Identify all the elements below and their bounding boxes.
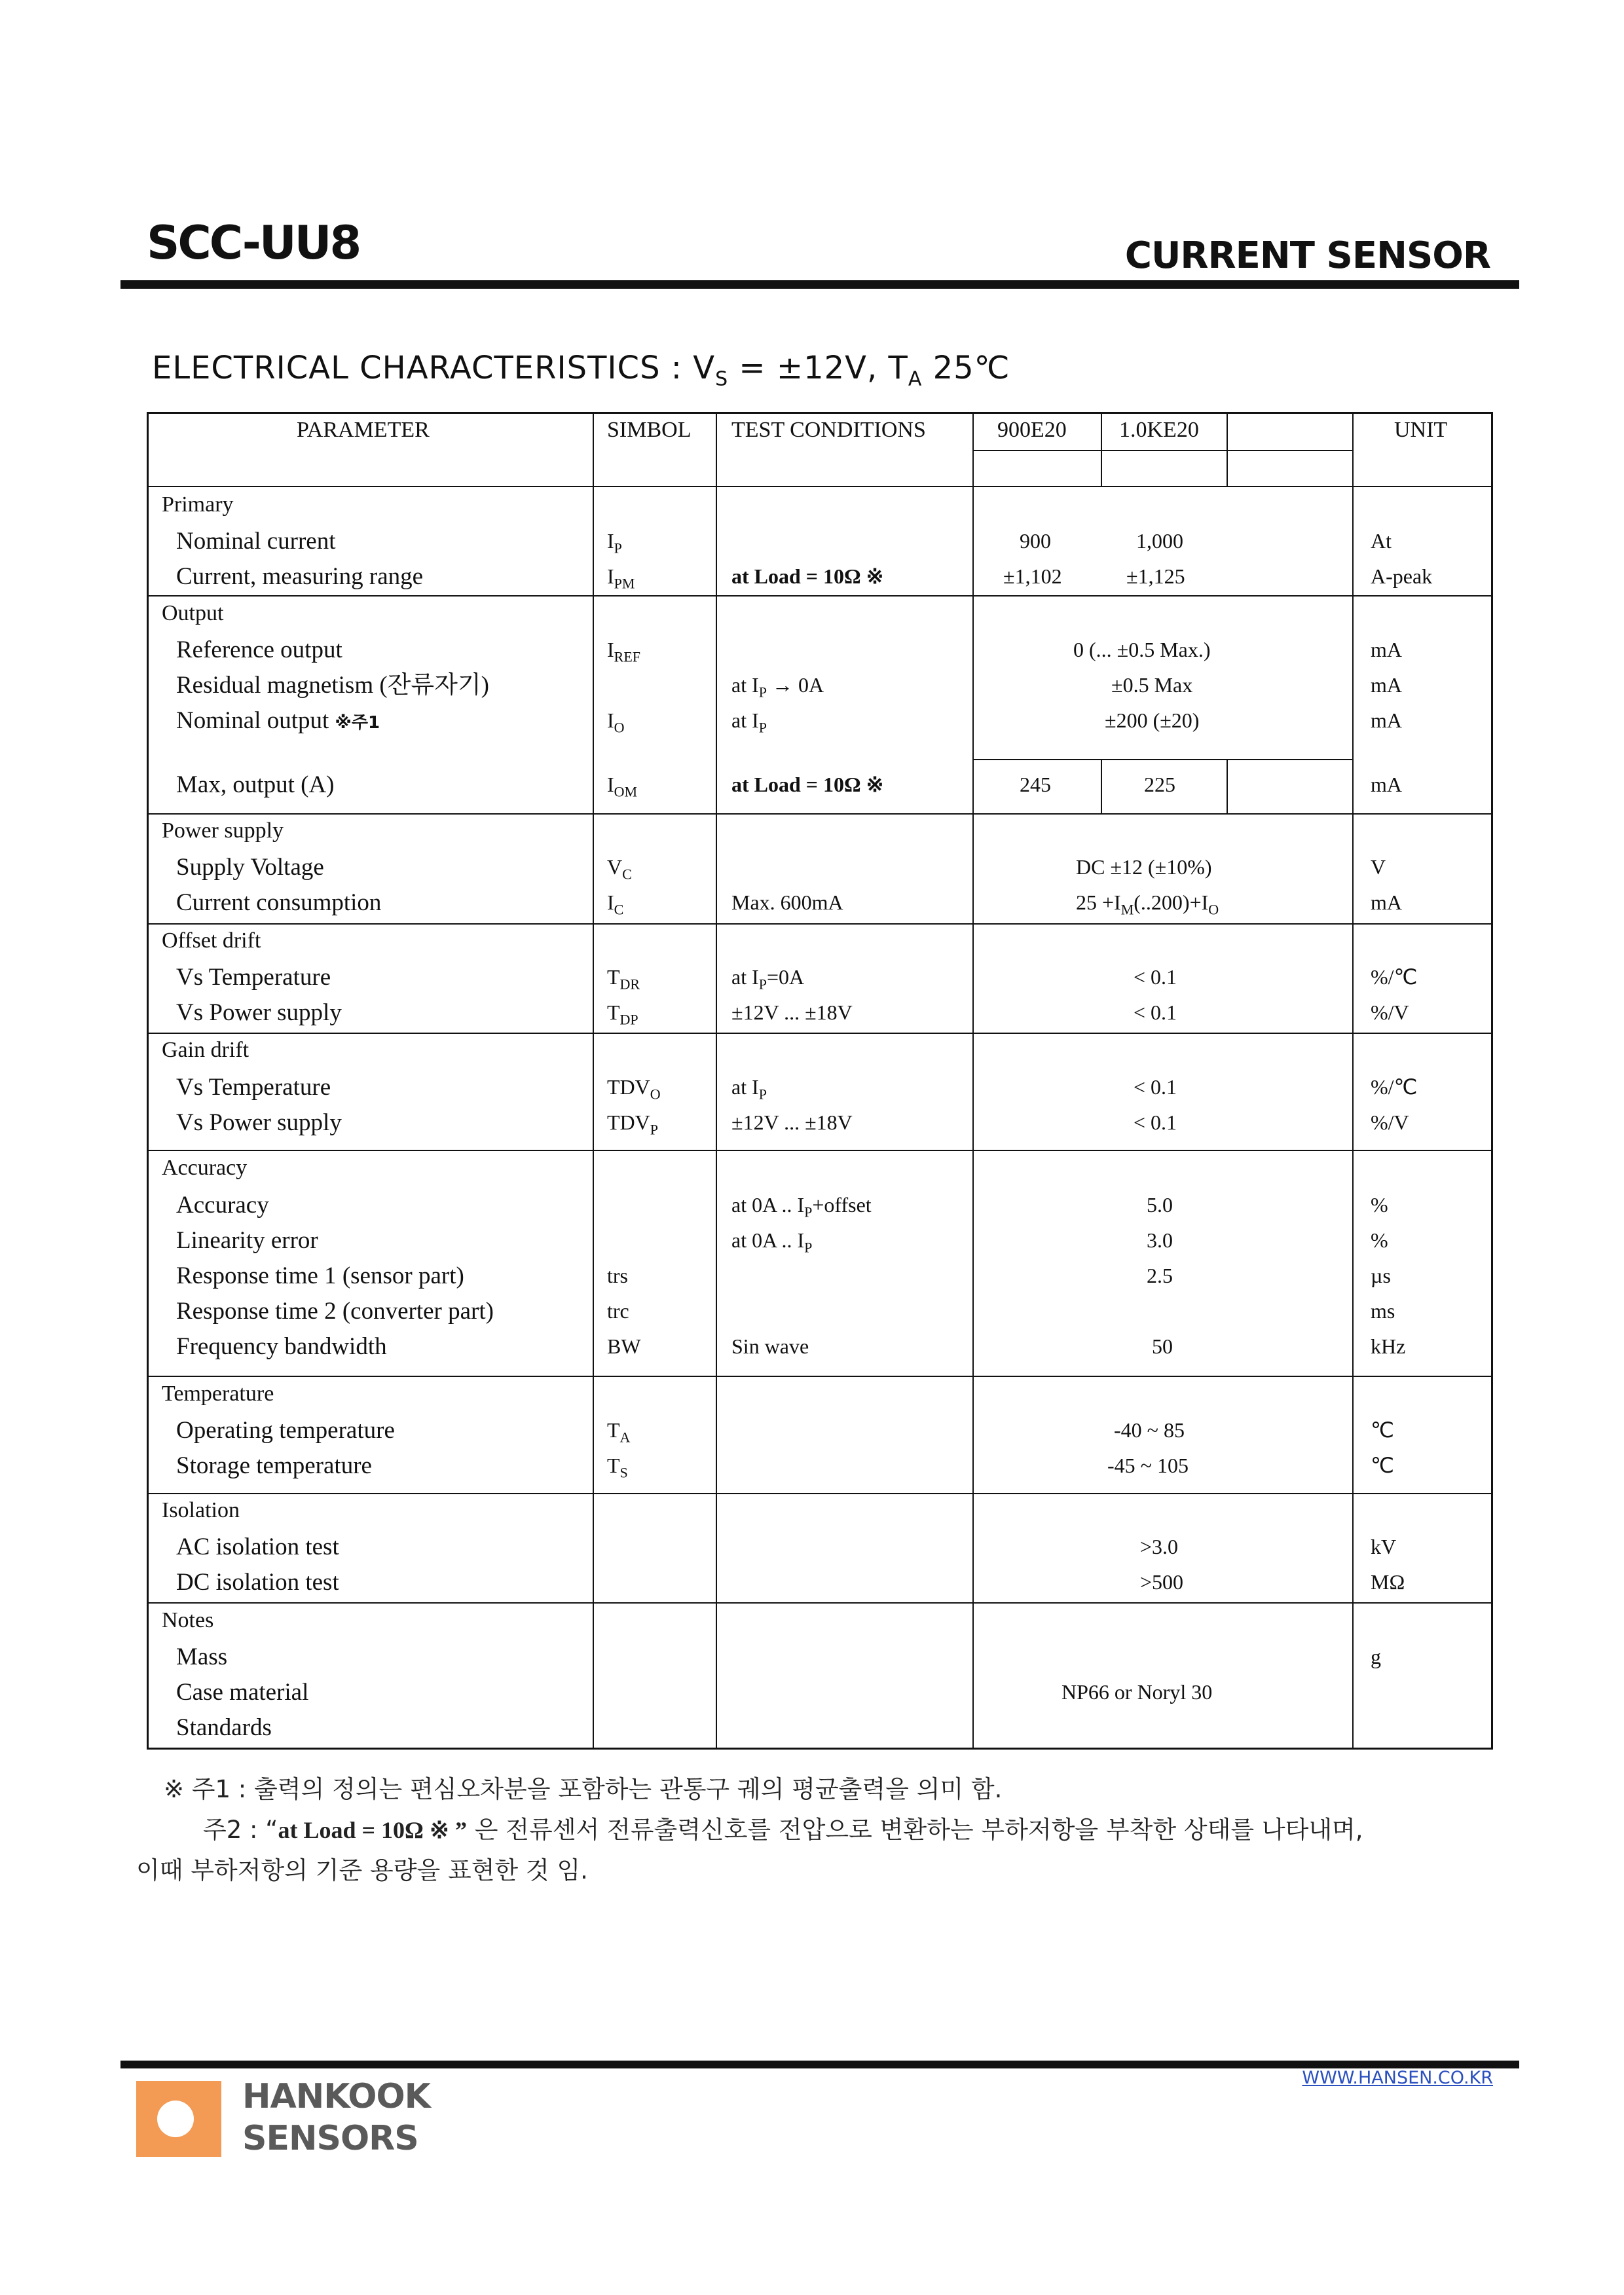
symbol-ts: $T_S$	[607, 1454, 628, 1481]
unit-dc-isolation: MΩ	[1371, 1570, 1405, 1594]
param-current-consumption: Current consumption	[176, 889, 382, 916]
symbol-ip: $I_P$	[607, 529, 622, 557]
value-storage-temperature: -45 ~ 105	[1107, 1454, 1189, 1477]
value-900e20-range: ±1,102	[1003, 564, 1062, 588]
footnote-2-continued: 이때 부하저항의 기준 용량을 표현한 것 임.	[136, 1856, 588, 1884]
param-response-time-1: Response time 1 (sensor part)	[176, 1262, 464, 1289]
electrical-characteristics-table	[147, 412, 1493, 1750]
unit-residual-magnetism: mA	[1371, 673, 1402, 697]
value-1-0ke20-nominal: 1,000	[1136, 529, 1183, 553]
unit-supply-voltage: V	[1371, 855, 1386, 879]
symbol-iom: $I_{OM}$	[607, 773, 638, 800]
website-link[interactable]: WWW.HANSEN.CO.KR	[1302, 2068, 1493, 2088]
value-response-time-1: 2.5	[1147, 1264, 1173, 1287]
value-900e20-nominal: 900	[1020, 529, 1051, 553]
symbol-bw: BW	[607, 1334, 641, 1358]
param-gain-vs-power-supply: Vs Power supply	[176, 1109, 342, 1136]
param-offset-vs-temperature: Vs Temperature	[176, 964, 331, 991]
unit-reference-output: mA	[1371, 638, 1402, 661]
unit-measuring-range: A-peak	[1371, 564, 1433, 588]
test-offset-power-supply: ±12V ... ±18V	[731, 1001, 853, 1024]
value-current-consumption: $25 +I_M(..200)+I_O$	[1076, 890, 1219, 918]
test-offset-temperature: at $I_P=0A$	[731, 965, 805, 993]
group-offset-drift: Offset drift	[162, 928, 261, 953]
unit-linearity-error: %	[1371, 1228, 1388, 1252]
unit-offset-temperature: %/℃	[1371, 965, 1418, 989]
symbol-vc: $V_C$	[607, 855, 632, 883]
value-900e20-max-output: 245	[1020, 773, 1051, 796]
test-gain-power-supply: ±12V ... ±18V	[731, 1111, 853, 1134]
model-title: SCC-UU8	[147, 216, 360, 270]
param-ac-isolation: AC isolation test	[176, 1533, 339, 1560]
symbol-tdp: $T_{DP}$	[607, 1001, 638, 1028]
value-accuracy: 5.0	[1147, 1193, 1173, 1217]
value-linearity-error: 3.0	[1147, 1228, 1173, 1252]
param-standards: Standards	[176, 1714, 272, 1741]
value-offset-power-supply: < 0.1	[1134, 1001, 1177, 1024]
value-ac-isolation: >3.0	[1140, 1535, 1179, 1558]
test-load-primary: at Load = 10Ω ※	[731, 564, 884, 588]
unit-max-output: mA	[1371, 773, 1402, 796]
param-accuracy: Accuracy	[176, 1192, 269, 1219]
category-title: CURRENT SENSOR	[1124, 234, 1490, 277]
test-nominal-output: at $I_P$	[731, 708, 767, 736]
value-operating-temperature: -40 ~ 85	[1114, 1418, 1185, 1442]
symbol-ic: $I_C$	[607, 890, 624, 918]
param-dc-isolation: DC isolation test	[176, 1569, 339, 1596]
test-current-consumption: Max. 600mA	[731, 890, 843, 914]
test-load-max: at Load = 10Ω ※	[731, 773, 884, 796]
header-model-900e20: 900E20	[997, 418, 1067, 442]
unit-storage-temperature: ℃	[1371, 1454, 1394, 1477]
hankook-sensors-logo-icon	[136, 2081, 221, 2157]
param-nominal-current: Nominal current	[176, 528, 336, 555]
unit-mass: g	[1371, 1645, 1381, 1668]
value-gain-power-supply: < 0.1	[1134, 1111, 1177, 1134]
symbol-tdvp: $TDV_P$	[607, 1111, 659, 1138]
unit-gain-temperature: %/℃	[1371, 1075, 1418, 1099]
symbol-tdr: $T_{DR}$	[607, 965, 640, 993]
footnote-2: 주2 : “at Load = 10Ω ※ ” 은 전류센서 전류출력신호를 전압으로 변환하는 부하저항을 부착한 상태를 나타내며,	[203, 1816, 1363, 1844]
value-1-0ke20-max-output: 225	[1144, 773, 1175, 796]
param-case-material: Case material	[176, 1679, 309, 1706]
unit-response-time-1: µs	[1371, 1264, 1391, 1287]
value-residual-magnetism: ±0.5 Max	[1111, 673, 1193, 697]
section-title: ELECTRICAL CHARACTERISTICS : $V_S = \pm 12V$, $T_A$ 25℃	[152, 350, 1010, 391]
param-response-time-2: Response time 2 (converter part)	[176, 1298, 494, 1325]
param-residual-magnetism: Residual magnetism (잔류자기)	[176, 672, 489, 699]
test-linearity: at 0A .. $I_P$	[731, 1228, 813, 1256]
symbol-tdvo: $TDV_O$	[607, 1075, 661, 1103]
param-operating-temperature: Operating temperature	[176, 1417, 395, 1444]
group-output: Output	[162, 601, 224, 625]
symbol-ta: $T_A$	[607, 1418, 631, 1446]
group-temperature: Temperature	[162, 1382, 274, 1406]
group-accuracy: Accuracy	[162, 1156, 248, 1180]
group-isolation: Isolation	[162, 1498, 240, 1522]
param-frequency-bandwidth: Frequency bandwidth	[176, 1333, 387, 1360]
param-linearity-error: Linearity error	[176, 1227, 318, 1254]
unit-gain-power-supply: %/V	[1371, 1111, 1409, 1134]
symbol-trs: trs	[607, 1264, 628, 1287]
group-primary: Primary	[162, 492, 234, 517]
group-power-supply: Power supply	[162, 818, 284, 843]
value-frequency-bandwidth: 50	[1152, 1334, 1173, 1358]
test-accuracy: at 0A .. $I_P+offset$	[731, 1193, 872, 1221]
unit-frequency-bandwidth: kHz	[1371, 1334, 1406, 1358]
value-1-0ke20-range: ±1,125	[1126, 564, 1185, 588]
symbol-trc: trc	[607, 1299, 629, 1323]
unit-current-consumption: mA	[1371, 890, 1402, 914]
brand-name: HANKOOK SENSORS	[242, 2077, 430, 2158]
param-supply-voltage: Supply Voltage	[176, 854, 324, 881]
header-symbol: SIMBOL	[607, 418, 692, 442]
unit-operating-temperature: ℃	[1371, 1418, 1394, 1442]
unit-nominal-output: mA	[1371, 708, 1402, 732]
header-rule	[120, 280, 1519, 289]
param-measuring-range: Current, measuring range	[176, 563, 424, 590]
param-gain-vs-temperature: Vs Temperature	[176, 1074, 331, 1101]
unit-offset-power-supply: %/V	[1371, 1001, 1409, 1024]
param-storage-temperature: Storage temperature	[176, 1452, 372, 1479]
param-offset-vs-power-supply: Vs Power supply	[176, 999, 342, 1026]
header-test-conditions: TEST CONDITIONS	[731, 418, 926, 442]
unit-nominal-current: At	[1371, 529, 1392, 553]
header-unit: UNIT	[1394, 418, 1448, 442]
value-case-material: NP66 or Noryl 30	[1061, 1680, 1213, 1704]
unit-ac-isolation: kV	[1371, 1535, 1397, 1558]
param-max-output: Max, output (A)	[176, 771, 335, 798]
footnote-1: ※ 주1 : 출력의 정의는 편심오차분을 포함하는 관통구 궤의 평균출력을 의미 함.	[164, 1775, 1003, 1803]
value-supply-voltage: DC ±12 (±10%)	[1076, 855, 1212, 879]
param-mass: Mass	[176, 1643, 228, 1670]
unit-accuracy: %	[1371, 1193, 1388, 1217]
test-bandwidth: Sin wave	[731, 1334, 809, 1358]
group-gain-drift: Gain drift	[162, 1038, 249, 1062]
symbol-io: $I_O$	[607, 708, 625, 736]
unit-response-time-2: ms	[1371, 1299, 1395, 1323]
header-model-1-0ke20: 1.0KE20	[1119, 418, 1199, 442]
value-nominal-output: ±200 (±20)	[1105, 708, 1200, 732]
param-nominal-output: Nominal output ※주1	[176, 707, 380, 734]
symbol-ipm: $I_{PM}$	[607, 564, 635, 592]
test-residual: at $I_P \to 0A$	[731, 673, 824, 701]
value-dc-isolation: >500	[1140, 1570, 1184, 1594]
symbol-iref: $I_{REF}$	[607, 638, 641, 665]
value-reference-output: 0 (... ±0.5 Max.)	[1073, 638, 1211, 661]
group-notes: Notes	[162, 1608, 214, 1632]
value-offset-temperature: < 0.1	[1134, 965, 1177, 989]
param-reference-output: Reference output	[176, 636, 342, 663]
header-parameter: PARAMETER	[297, 418, 430, 442]
value-gain-temperature: < 0.1	[1134, 1075, 1177, 1099]
test-gain-temperature: at $I_P$	[731, 1075, 767, 1103]
